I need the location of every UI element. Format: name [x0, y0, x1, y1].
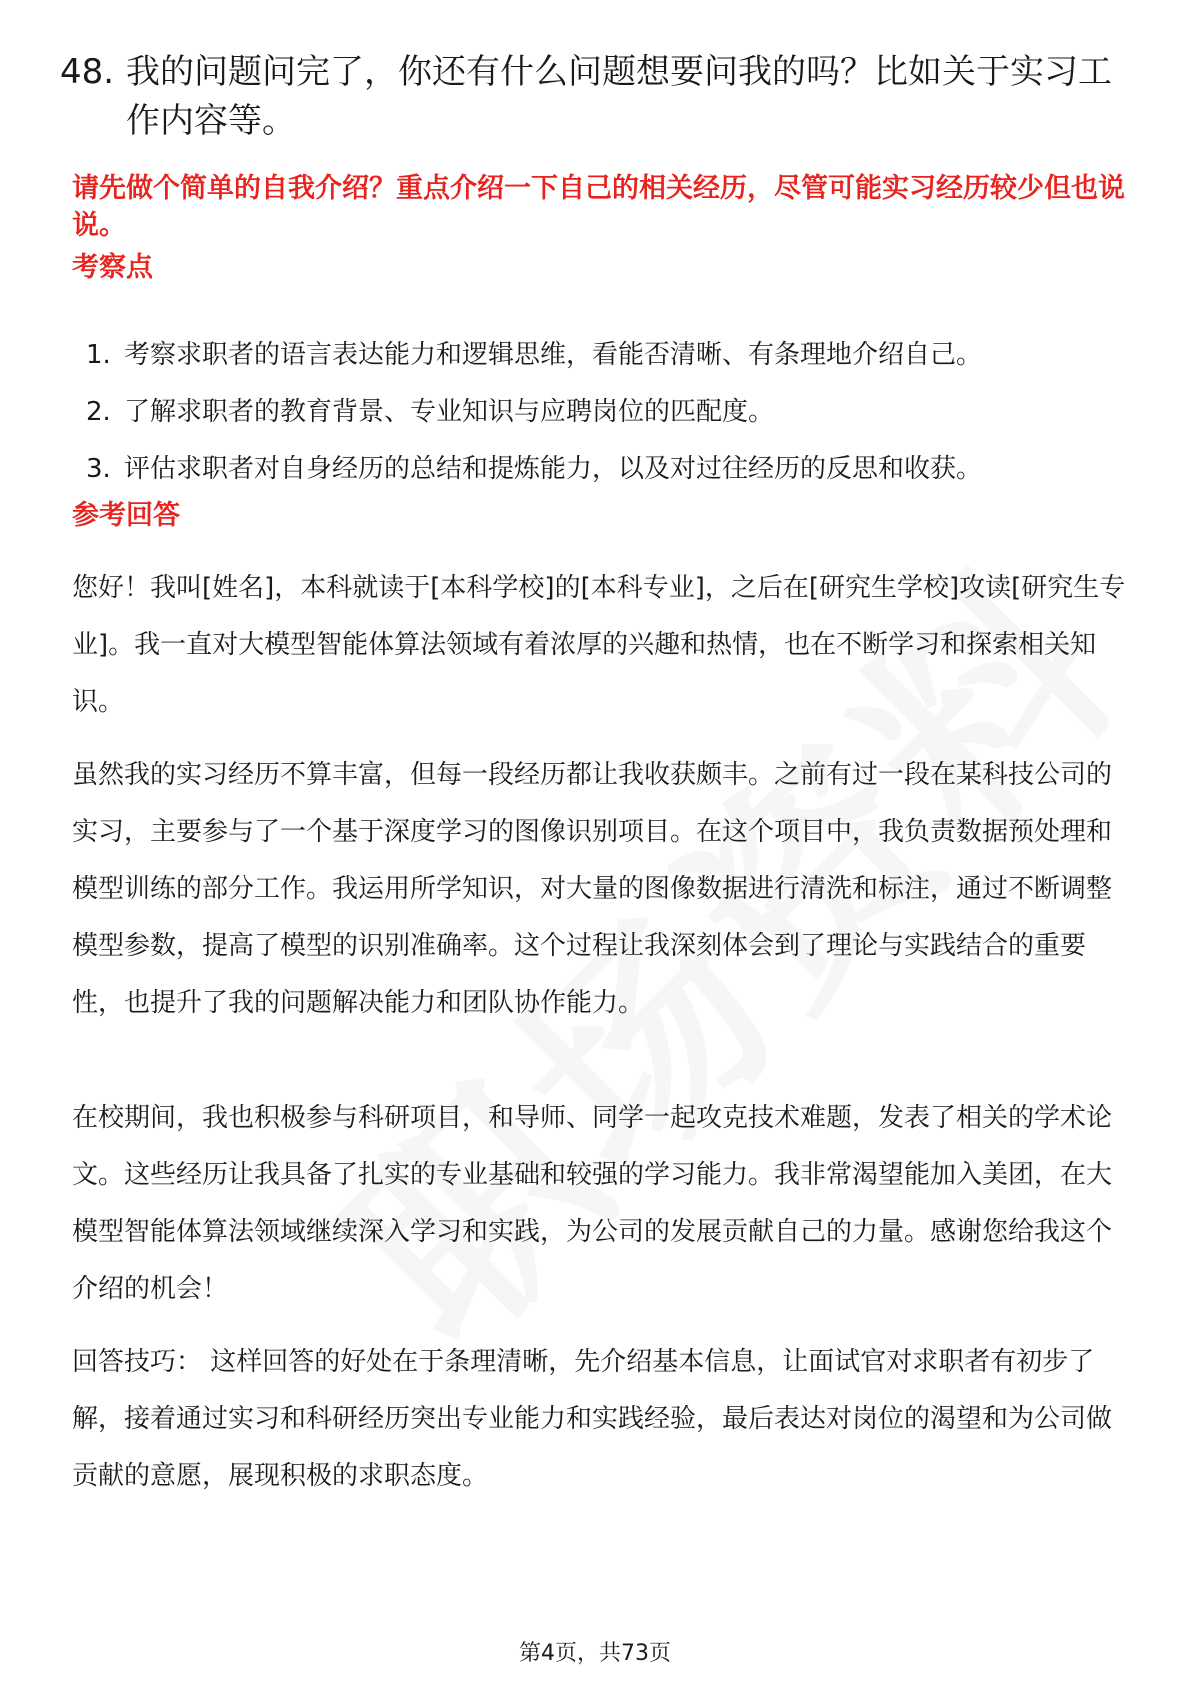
answer-paragraph-1: 您好！我叫[姓名]，本科就读于[本科学校]的[本科专业]，之后在[研究生学校]攻读[研究生专业]。我一直对大模型智能体算法领域有着浓厚的兴趣和热情，也在不断学习和探索相关知识。 — [72, 573, 1126, 717]
list-item-text: 评估求职者对自身经历的总结和提炼能力，以及对过往经历的反思和收获。 — [124, 454, 983, 484]
list-item-index: 3. — [86, 454, 111, 484]
list-item-text: 了解求职者的教育背景、专业知识与应聘岗位的匹配度。 — [124, 397, 775, 427]
list-item-index: 2. — [86, 397, 111, 427]
question-text: 我的问题问完了，你还有什么问题想要问我的吗？比如关于实习工作内容等。 — [126, 52, 1112, 141]
list-item-index: 1. — [86, 340, 111, 370]
list-item-text: 考察求职者的语言表达能力和逻辑思维，看能否清晰、有条理地介绍自己。 — [124, 340, 983, 370]
list-item — [72, 335, 1132, 392]
answer-paragraph-3: 在校期间，我也积极参与科研项目，和导师、同学一起攻克技术难题，发表了相关的学术论文。这些经历让我具备了扎实的专业基础和较强的学习能力。我非常渴望能加入美团，在大模型智能体算法领域继续深入学习和实践，为公司的发展贡献自己的力量。感谢您给我这个介绍的机会！ — [72, 1103, 1113, 1304]
intro-question: 请先做个简单的自我介绍？重点介绍一下自己的相关经历，尽管可能实习经历较少但也说说。 — [72, 173, 1125, 241]
list-item — [72, 392, 1132, 449]
answer-tip: 回答技巧： 这样回答的好处在于条理清晰，先介绍基本信息，让面试官对求职者有初步了解，接着通过实习和科研经历突出专业能力和实践经验，最后表达对岗位的渴望和为公司做贡献的意愿，展现积极的求职态度。 — [72, 1347, 1113, 1491]
answer-paragraph-2: 虽然我的实习经历不算丰富，但每一段经历都让我收获颇丰。之前有过一段在某科技公司的实习，主要参与了一个基于深度学习的图像识别项目。在这个项目中，我负责数据预处理和模型训练的部分工作。我运用所学知识，对大量的图像数据进行清洗和标注，通过不断调整模型参数，提高了模型的识别准确率。这个过程让我深刻体会到了理论与实践结合的重要性，也提升了我的问题解决能力和团队协作能力。 — [72, 760, 1113, 1018]
question-number: 48. — [60, 52, 115, 92]
list-item — [72, 449, 1132, 506]
answer-title: 参考回答 — [72, 500, 180, 531]
question-heading — [60, 48, 1120, 146]
assessment-title: 考察点 — [72, 252, 153, 283]
page-footer: 第4页，共73页 — [519, 1641, 671, 1666]
assessment-list — [72, 335, 1132, 506]
